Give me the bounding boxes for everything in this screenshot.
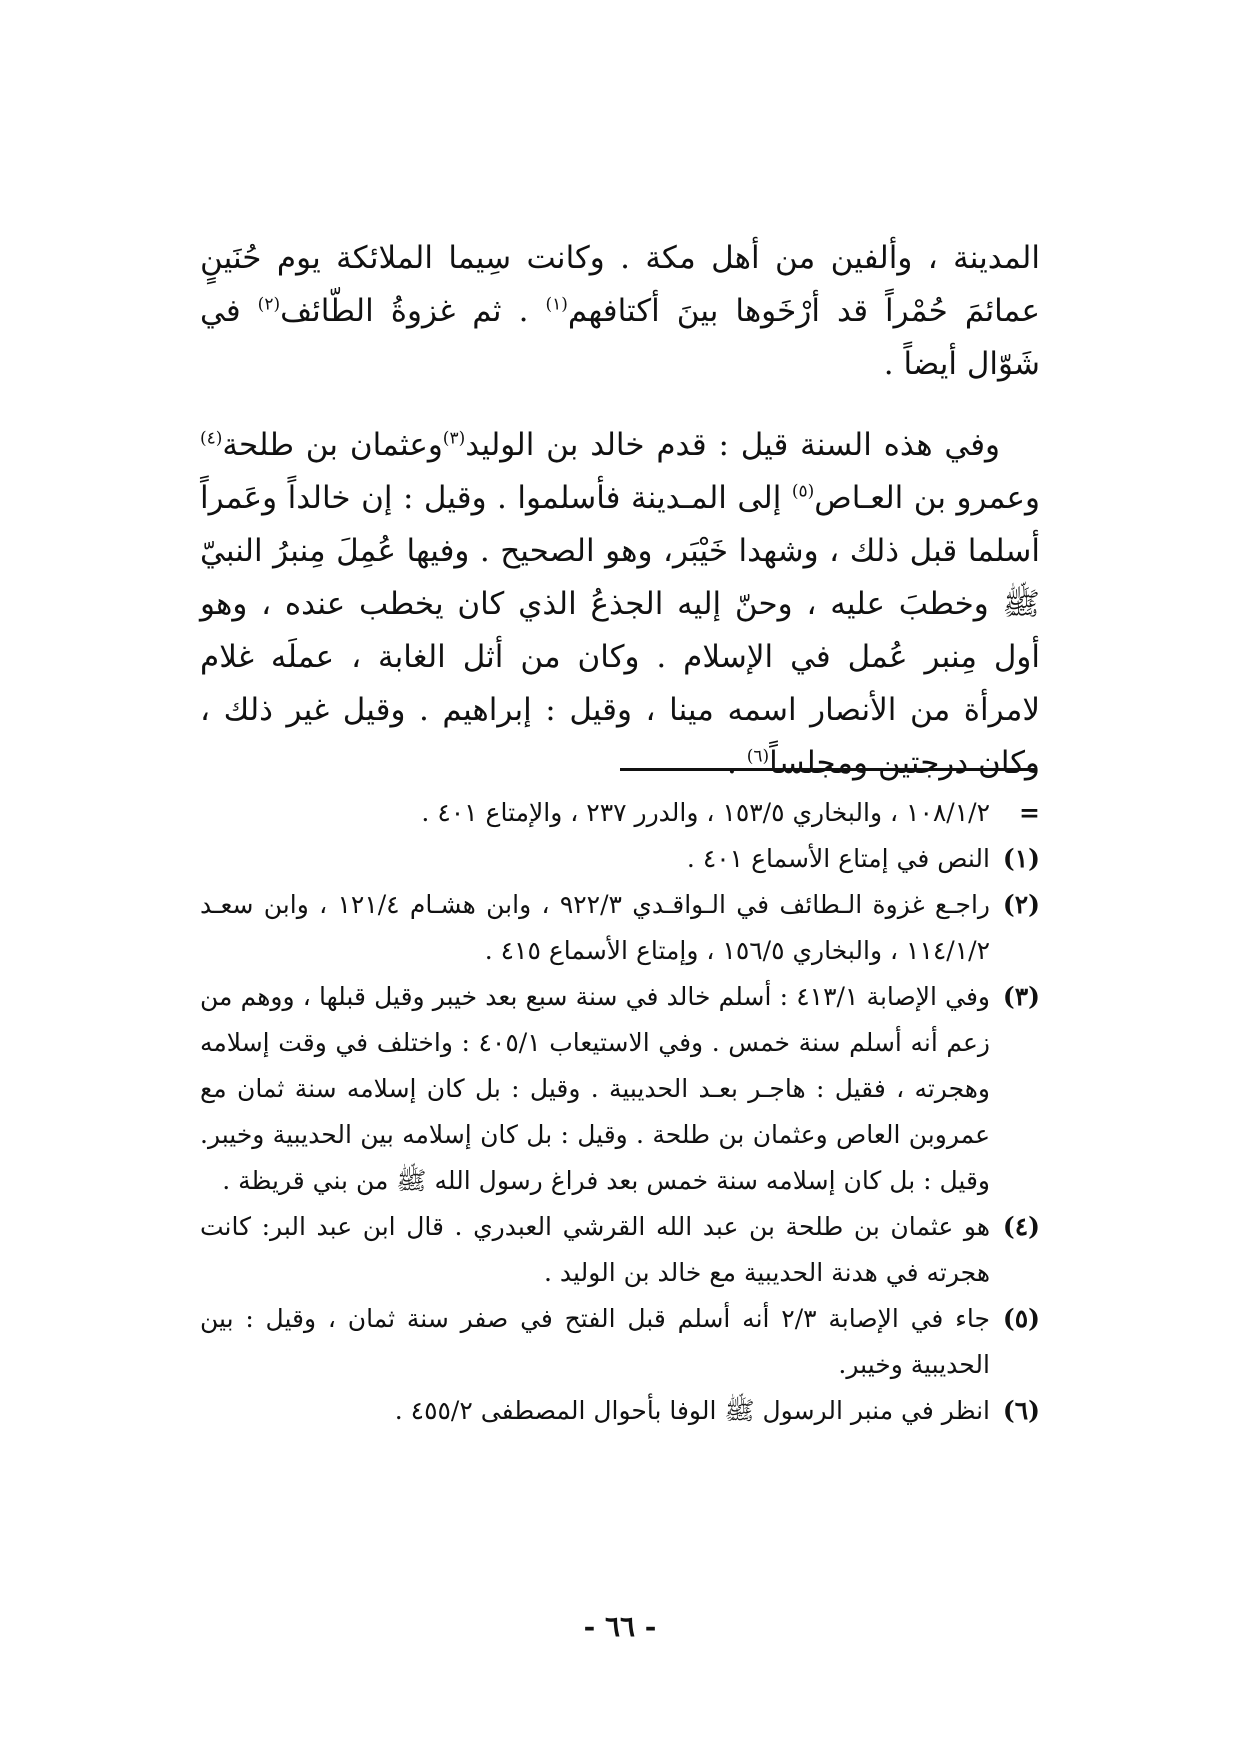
footnote-number: (١) [1002, 844, 1040, 873]
footnote-text: ١٠٨/١/٢ ، والبخاري ١٥٣/٥ ، والدرر ٢٣٧ ، والإمتاع ٤٠١ . [421, 798, 990, 827]
main-text [200, 232, 1040, 790]
footnote-ref-4: (٤) [200, 428, 223, 449]
footnote-text: وفي الإصابة ٤١٣/١ : أسلم خالد في سنة سبع بعد خيبر وقيل قبلها ، ووهم من زعم أنه أسلم سنة خمس . وفي الاستيعاب ٤٠٥/١ : واختلف في وقت إسلامه وهجرته ، فقيل : هاجـر بعـد الحديبية . وقيل : بل كان إسلامه سنة ثمان مع عمروبن العاص وعثمان بن طلحة . وقيل : بل كان إسلامه بين الحديبية وخيبر. وقيل : بل كان إسلامه سنة خمس بعد فراغ رسول الله ﷺ من بني قريظة . [200, 982, 990, 1195]
footnote-text: راجـع غزوة الـطائف في الـواقـدي ٩٢٢/٣ ، وابن هشـام ١٢١/٤ ، وابن سعـد ١١٤/١/٢ ، والبخاري ١٥٦/٥ ، وإمتاع الأسماع ٤١٥ . [200, 890, 990, 965]
footnotes [200, 790, 1040, 1434]
footnote-number: = [1019, 798, 1040, 827]
footnote-3 [200, 974, 1040, 1204]
footnote-ref-1: (١) [545, 294, 568, 315]
footnote-5 [200, 1296, 1040, 1388]
footnote-ref-3: (٣) [442, 428, 466, 449]
footnote-separator [620, 768, 1036, 771]
paragraph-2-text-2: وعثمان بن طلحة [222, 427, 443, 463]
paragraph-2-text-5: . [727, 745, 747, 781]
paragraph-1-text-1: المدينة ، وألفين من أهل مكة . وكانت سِيما الملائكة يوم حُنَينٍ عمائمَ حُمْراً قد أرْخَوها بينَ أكتافهم [200, 240, 1040, 329]
footnote-text: النص في إمتاع الأسماع ٤٠١ . [686, 844, 990, 873]
footnote-ref-5: (٥) [791, 481, 815, 502]
paragraph-1-text-3: في شَوّال أيضاً . [200, 293, 1040, 382]
footnote-6 [200, 1388, 1040, 1434]
footnote-ref-2: (٢) [257, 294, 281, 315]
paragraph-2-text-3: وعمرو بن العـاص [814, 480, 1040, 516]
footnote-1 [200, 836, 1040, 882]
footnote-ref-6: (٦) [746, 746, 770, 767]
main-paragraph-2 [200, 419, 1040, 790]
footnote-text: جاء في الإصابة ٢/٣ أنه أسلم قبل الفتح في صفر سنة ثمان ، وقيل : بين الحديبية وخيبر. [200, 1304, 990, 1379]
footnote-continuation [200, 790, 1040, 836]
footnote-number: (٥) [1002, 1304, 1040, 1333]
paragraph-2-text-1: وفي هذه السنة قيل : قدم خالد بن الوليد [465, 427, 1000, 463]
footnote-number: (٣) [1002, 982, 1040, 1011]
footnote-text: انظر في منبر الرسول ﷺ الوفا بأحوال المصطفى ٤٥٥/٢ . [394, 1396, 990, 1425]
page-number: - ٦٦ - [583, 1610, 657, 1643]
footnote-4 [200, 1204, 1040, 1296]
main-paragraph-1 [200, 232, 1040, 391]
footnote-number: (٦) [1002, 1396, 1040, 1425]
paragraph-2-text-4: إلى المـدينة فأسلموا . وقيل : إن خالداً وعَمراً أسلما قبل ذلك ، وشهدا خَيْبَر، وهو الصحيح . وفيها عُمِلَ مِنبرُ النبيّ ﷺ وخطبَ عليه ، وحنّ إليه الجذعُ الذي كان يخطب عنده ، وهو أول مِنبر عُمل في الإسلام . وكان من أثل الغابة ، عملَه غلام لامرأة من الأنصار اسمه مينا ، وقيل : إبراهيم . وقيل غير ذلك ، وكان درجتين ومجلساً [200, 480, 1040, 781]
footnote-number: (٤) [1002, 1212, 1040, 1241]
paragraph-1-text-2: . ثم غزوةُ الطّائف [280, 293, 546, 329]
footnote-number: (٢) [1002, 890, 1040, 919]
footnote-text: هو عثمان بن طلحة بن عبد الله القرشي العبدري . قال ابن عبد البر: كانت هجرته في هدنة الحديبية مع خالد بن الوليد . [200, 1212, 990, 1287]
footnote-2 [200, 882, 1040, 974]
